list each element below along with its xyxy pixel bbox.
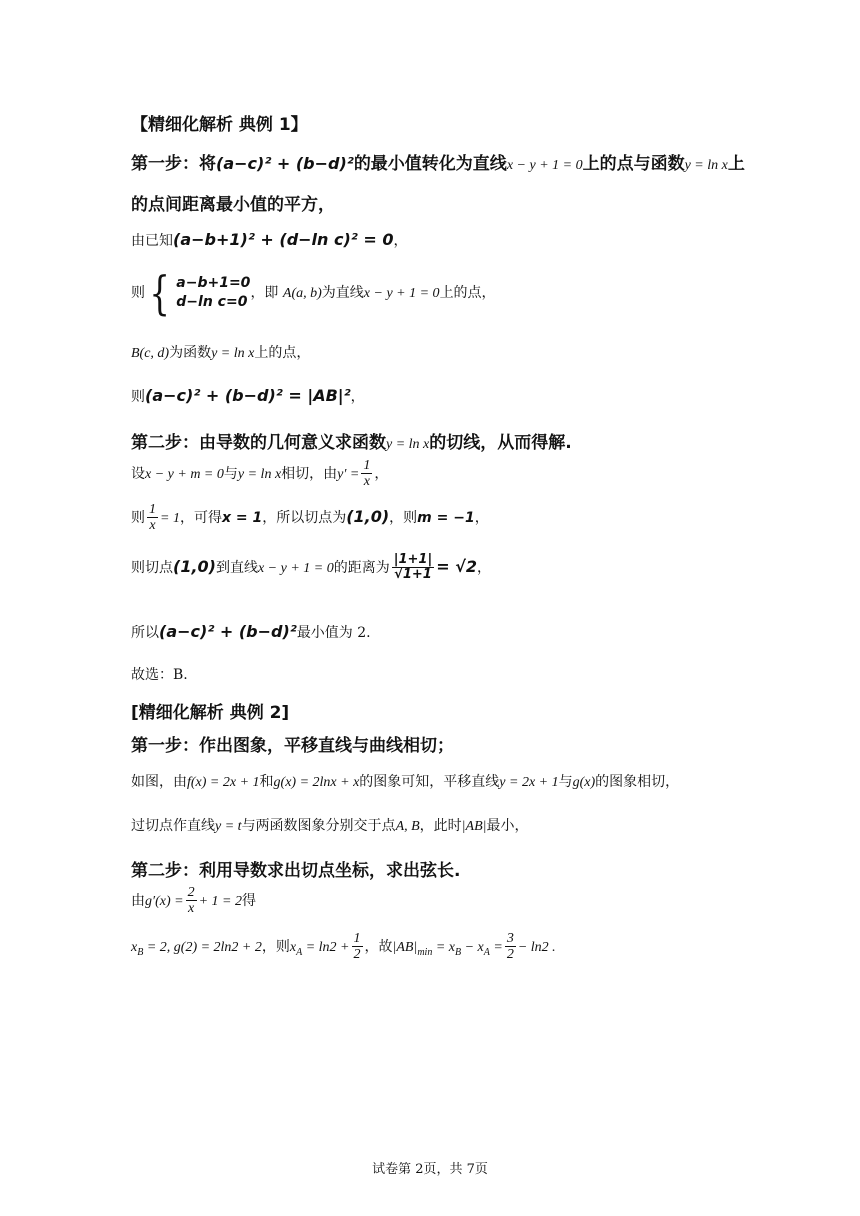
fraction <box>361 458 372 490</box>
text: 设 <box>131 465 145 482</box>
formula: y = ln x <box>211 346 255 361</box>
text: 则 <box>131 285 145 301</box>
text: 由 <box>131 892 145 909</box>
formula: x − y + 1 = 0 <box>506 158 583 173</box>
text: 则切点 <box>131 559 173 576</box>
numerator: 1 <box>363 458 371 473</box>
var: x <box>289 939 297 955</box>
text: 最小， <box>486 818 529 834</box>
formula: x − y + 1 = 0 <box>257 560 334 576</box>
formula: A, B <box>395 819 420 834</box>
example1-step1-cont: 的点间距离最小值的平方， <box>131 195 335 215</box>
known-condition <box>131 230 407 250</box>
formula: (a−c)² + (b−d)² <box>216 154 354 173</box>
formula: (1,0) <box>346 506 390 526</box>
formula: A(a, b) <box>282 286 322 301</box>
distance-line <box>131 553 491 583</box>
denominator: x <box>187 901 195 917</box>
formula: y = ln x <box>237 466 282 482</box>
formula: g(x) = 2lnx + x <box>273 775 360 790</box>
equation-system-line <box>131 266 496 320</box>
formula: x = 1 <box>221 509 263 526</box>
text: 得 <box>241 892 256 909</box>
example1-step2 <box>131 428 572 453</box>
text: ， <box>393 233 408 249</box>
formula <box>289 939 350 958</box>
text: 与两函数图象分别交于点 <box>241 818 396 834</box>
equation-2: d−ln c=0 <box>176 294 248 310</box>
equation-1: a−b+1=0 <box>176 275 251 292</box>
denominator: x <box>149 518 156 534</box>
subscript: A <box>483 946 490 958</box>
formula: g(x) <box>572 775 596 790</box>
final-result-line <box>131 931 556 963</box>
text: ， <box>474 509 489 526</box>
subscript: min <box>417 946 433 958</box>
formula: f(x) = 2x + 1 <box>187 775 260 790</box>
formula: y = 2x + 1 <box>499 775 559 790</box>
text: 如图，由 <box>131 774 187 790</box>
text: ，此时 <box>419 818 462 834</box>
answer-choice: 故选：B. <box>131 667 188 683</box>
equation-system <box>176 274 250 312</box>
text: 上的点， <box>439 285 496 301</box>
subscript: A <box>296 946 303 958</box>
distance-squared-line <box>131 386 365 406</box>
conclusion-line <box>131 622 371 642</box>
expr: |AB| <box>392 939 418 955</box>
text: 与 <box>558 774 573 790</box>
formula: − ln2 . <box>517 939 556 955</box>
fraction <box>352 931 363 963</box>
text: 与 <box>223 465 238 482</box>
denominator: 2 <box>506 947 514 963</box>
var: x <box>131 939 138 955</box>
text: 过切点作直线 <box>131 818 215 834</box>
text: 为函数 <box>169 345 212 361</box>
tangent-setup-line <box>131 458 388 490</box>
formula: B(c, d) <box>131 346 170 361</box>
text: 则 <box>131 509 145 526</box>
example1-title: 【精细化解析 典例 1】 <box>131 115 308 135</box>
step-text: 的最小值转化为直线 <box>353 154 507 174</box>
numerator: 1 <box>353 931 361 946</box>
formula: = 1 <box>160 510 180 526</box>
text: 的图象可知，平移直线 <box>359 774 500 790</box>
expr: − x <box>461 939 484 955</box>
formula: = √2 <box>436 556 478 576</box>
example2-step1: 第一步：作出图象，平移直线与曲线相切； <box>131 736 454 756</box>
numerator: |1+1| <box>393 552 433 567</box>
example1-step1 <box>131 149 745 174</box>
formula <box>392 939 503 958</box>
fraction <box>186 885 197 917</box>
subscript: B <box>455 946 462 958</box>
step-text: 上 <box>727 154 745 174</box>
fraction <box>147 502 158 534</box>
text: 相切，由 <box>281 465 338 482</box>
step-text: 的切线，从而得解. <box>429 433 572 453</box>
numerator: 1 <box>149 502 156 517</box>
text: 由已知 <box>131 233 173 249</box>
formula: y = ln x <box>386 437 430 452</box>
derivative-line <box>131 885 256 917</box>
text: ，则 <box>389 509 418 526</box>
denominator: x <box>363 474 370 490</box>
text: ，即 <box>250 285 283 301</box>
text: 的距离为 <box>333 559 390 576</box>
formula: y = t <box>215 819 242 834</box>
text: ， <box>350 389 365 405</box>
step-text: 第二步：由导数的几何意义求函数 <box>131 433 386 453</box>
text: 最小值为 2. <box>296 625 371 641</box>
text: ，则 <box>261 938 290 955</box>
text: ，可得 <box>179 509 222 526</box>
text: 和 <box>259 774 274 790</box>
text: 所以 <box>131 625 159 641</box>
intersection-line <box>131 815 528 835</box>
example2-title: [精细化解析 典例 2] <box>131 703 290 723</box>
page-footer: 试卷第 2页，共 7页 <box>372 1162 488 1177</box>
tangent-point-line <box>131 502 489 534</box>
fraction <box>392 553 434 583</box>
denominator: 2 <box>353 947 361 963</box>
formula: |AB| <box>461 819 487 834</box>
expr: = x <box>432 939 455 955</box>
formula: + 1 = 2 <box>198 893 242 909</box>
figure-description-line <box>131 771 679 791</box>
step-text: 第一步：将 <box>131 154 216 174</box>
formula: (a−c)² + (b−d)² = |AB|² <box>145 386 351 405</box>
text: ，所以切点为 <box>262 509 347 526</box>
formula: x − y + m = 0 <box>145 466 224 482</box>
formula: (1,0) <box>173 556 216 576</box>
point-b-line <box>131 342 310 362</box>
expr: = 2, g(2) = 2ln2 + 2 <box>143 939 262 955</box>
brace-icon: { <box>149 266 170 320</box>
text: ，故 <box>364 938 393 955</box>
formula: y′ = <box>337 466 360 482</box>
expr: = ln2 + <box>302 939 350 955</box>
formula: m = −1 <box>417 509 475 526</box>
fraction <box>505 931 516 963</box>
formula: y = ln x <box>684 158 728 173</box>
expr: = <box>489 939 503 955</box>
step-text: 上的点与函数 <box>582 154 685 174</box>
text: 则 <box>131 389 145 405</box>
example2-step2: 第二步：利用导数求出切点坐标，求出弦长. <box>131 861 461 881</box>
formula: x − y + 1 = 0 <box>363 286 440 301</box>
formula: g′(x) = <box>145 893 184 909</box>
denominator: √1+1 <box>394 567 432 583</box>
formula <box>131 939 262 958</box>
text: 到直线 <box>215 559 258 576</box>
formula: (a−b+1)² + (d−ln c)² = 0 <box>173 230 394 249</box>
numerator: 3 <box>506 931 514 946</box>
numerator: 2 <box>187 885 195 900</box>
text: 为直线 <box>321 285 364 301</box>
text: ， <box>374 465 389 482</box>
text: 的图象相切， <box>595 774 680 790</box>
text: ， <box>477 559 492 576</box>
subscript: B <box>137 946 144 958</box>
text: 上的点， <box>254 345 311 361</box>
formula: (a−c)² + (b−d)² <box>159 622 297 641</box>
